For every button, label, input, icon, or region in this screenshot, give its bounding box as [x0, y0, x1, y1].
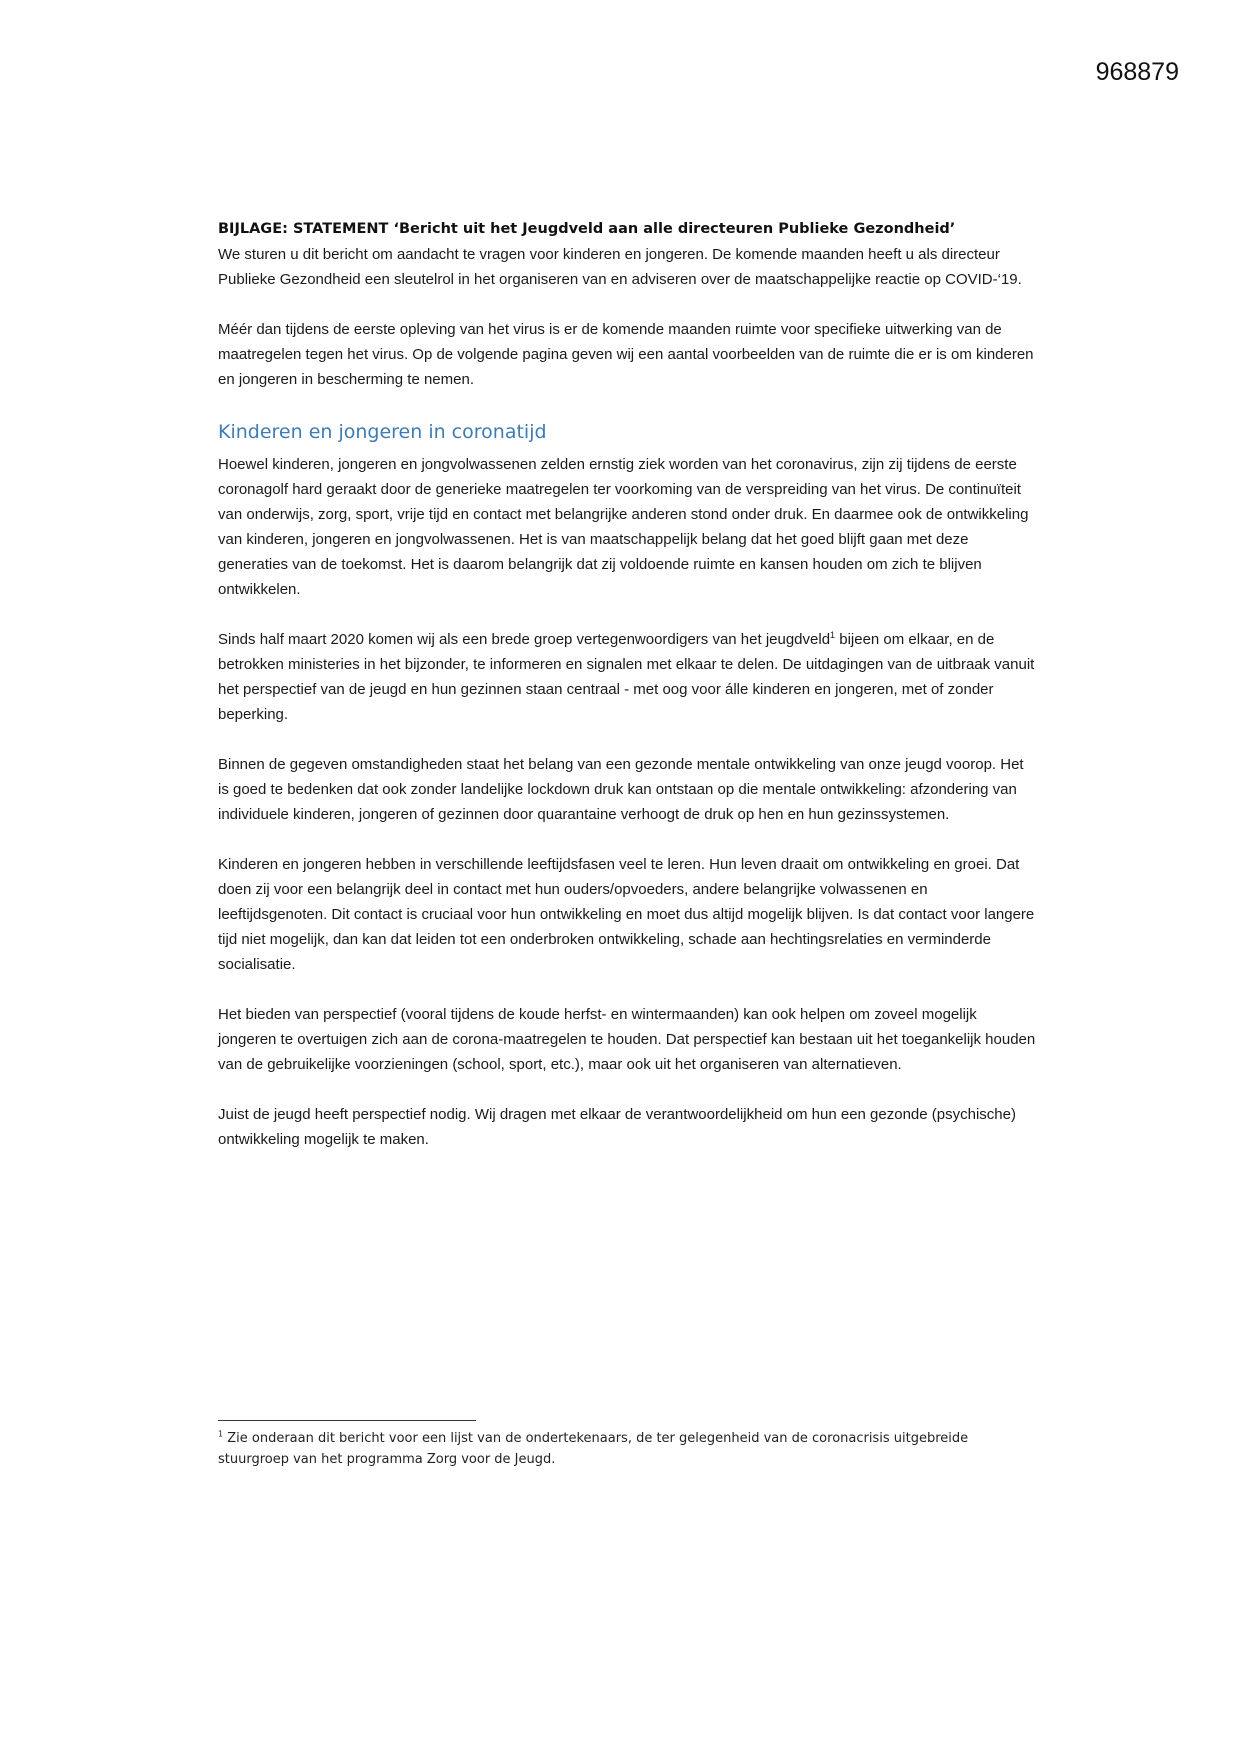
footnote-divider: [218, 1420, 476, 1421]
section-paragraph-6: Juist de jeugd heeft perspectief nodig. Wij dragen met elkaar de verantwoordelijkheid om hun een gezonde (psychische) ontwikkeling mogelijk te maken.: [218, 1106, 1016, 1148]
section-paragraph-3: Binnen de gegeven omstandigheden staat het belang van een gezonde mentale ontwikkeling van onze jeugd voorop. Het is goed te bedenken dat ook zonder landelijke lockdown druk kan ontstaan op die mentale ontwikkeling: afzondering van individuele kinderen, jongeren of gezinnen door quarantaine verhoogt de druk op hen en hun gezinssystemen.: [218, 756, 1024, 823]
section-paragraph-2-before: Sinds half maart 2020 komen wij als een brede groep vertegenwoordigers van het jeugdveld: [218, 631, 831, 648]
document-body: [218, 217, 1038, 1177]
section-paragraph-2-after: bijeen om elkaar, en de betrokken ministeries in het bijzonder, te informeren en signalen met elkaar te delen. De uitdagingen van de uitbraak vanuit het perspectief van de jeugd en hun gezinnen staan centraal - met oog voor álle kinderen en jongeren, met of zonder beperking.: [218, 631, 1035, 723]
document-title: BIJLAGE: STATEMENT ‘Bericht uit het Jeugdveld aan alle directeuren Publieke Gezondheid’: [218, 221, 956, 237]
section-heading: Kinderen en jongeren in coronatijd: [218, 421, 547, 443]
footnote: [218, 1428, 1038, 1470]
section-paragraph-1: Hoewel kinderen, jongeren en jongvolwassenen zelden ernstig ziek worden van het coronavirus, zijn zij tijdens de eerste coronagolf hard geraakt door de generieke maatregelen ter voorkoming van de verspreiding van het virus. De continuïteit van onderwijs, zorg, sport, vrije tijd en contact met belangrijke anderen stond onder druk. En daarmee ook de ontwikkeling van kinderen, jongeren en jongvolwassenen. Het is van maatschappelijk belang dat het goed blijft gaan met deze generaties van de toekomst. Het is daarom belangrijk dat zij voldoende ruimte en kansen houden om zich te blijven ontwikkelen.: [218, 456, 1029, 598]
intro-paragraph-2: Méér dan tijdens de eerste opleving van het virus is er de komende maanden ruimte voor specifieke uitwerking van de maatregelen tegen het virus. Op de volgende pagina geven wij een aantal voorbeelden van de ruimte die er is om kinderen en jongeren in bescherming te nemen.: [218, 321, 1034, 388]
footnote-reference: 1: [830, 630, 836, 640]
footnote-text: Zie onderaan dit bericht voor een lijst van de ondertekenaars, de ter gelegenheid van de coronacrisis uitgebreide stuurgroep van het programma Zorg voor de Jeugd.: [218, 1431, 969, 1467]
intro-paragraph-1: We sturen u dit bericht om aandacht te vragen voor kinderen en jongeren. De komende maanden heeft u als directeur Publieke Gezondheid een sleutelrol in het organiseren van en adviseren over de maatschappelijke reactie op COVID-‘19.: [218, 246, 1022, 288]
section-paragraph-2: [218, 627, 1038, 727]
footnote-number: 1: [218, 1429, 224, 1439]
section-paragraph-4: Kinderen en jongeren hebben in verschillende leeftijdsfasen veel te leren. Hun leven draait om ontwikkeling en groei. Dat doen zij voor een belangrijk deel in contact met hun ouders/opvoeders, andere belangrijke volwassenen en leeftijdsgenoten. Dit contact is cruciaal voor hun ontwikkeling en moet dus altijd mogelijk blijven. Is dat contact voor langere tijd niet mogelijk, dan kan dat leiden tot een onderbroken ontwikkeling, schade aan hechtingsrelaties en verminderde socialisatie.: [218, 856, 1035, 973]
section-paragraph-5: Het bieden van perspectief (vooral tijdens de koude herfst- en wintermaanden) kan ook helpen om zoveel mogelijk jongeren te overtuigen zich aan de corona-maatregelen te houden. Dat perspectief kan bestaan uit het toegankelijk houden van de gebruikelijke voorzieningen (school, sport, etc.), maar ook uit het organiseren van alternatieven.: [218, 1006, 1036, 1073]
document-id: 968879: [1095, 58, 1179, 86]
